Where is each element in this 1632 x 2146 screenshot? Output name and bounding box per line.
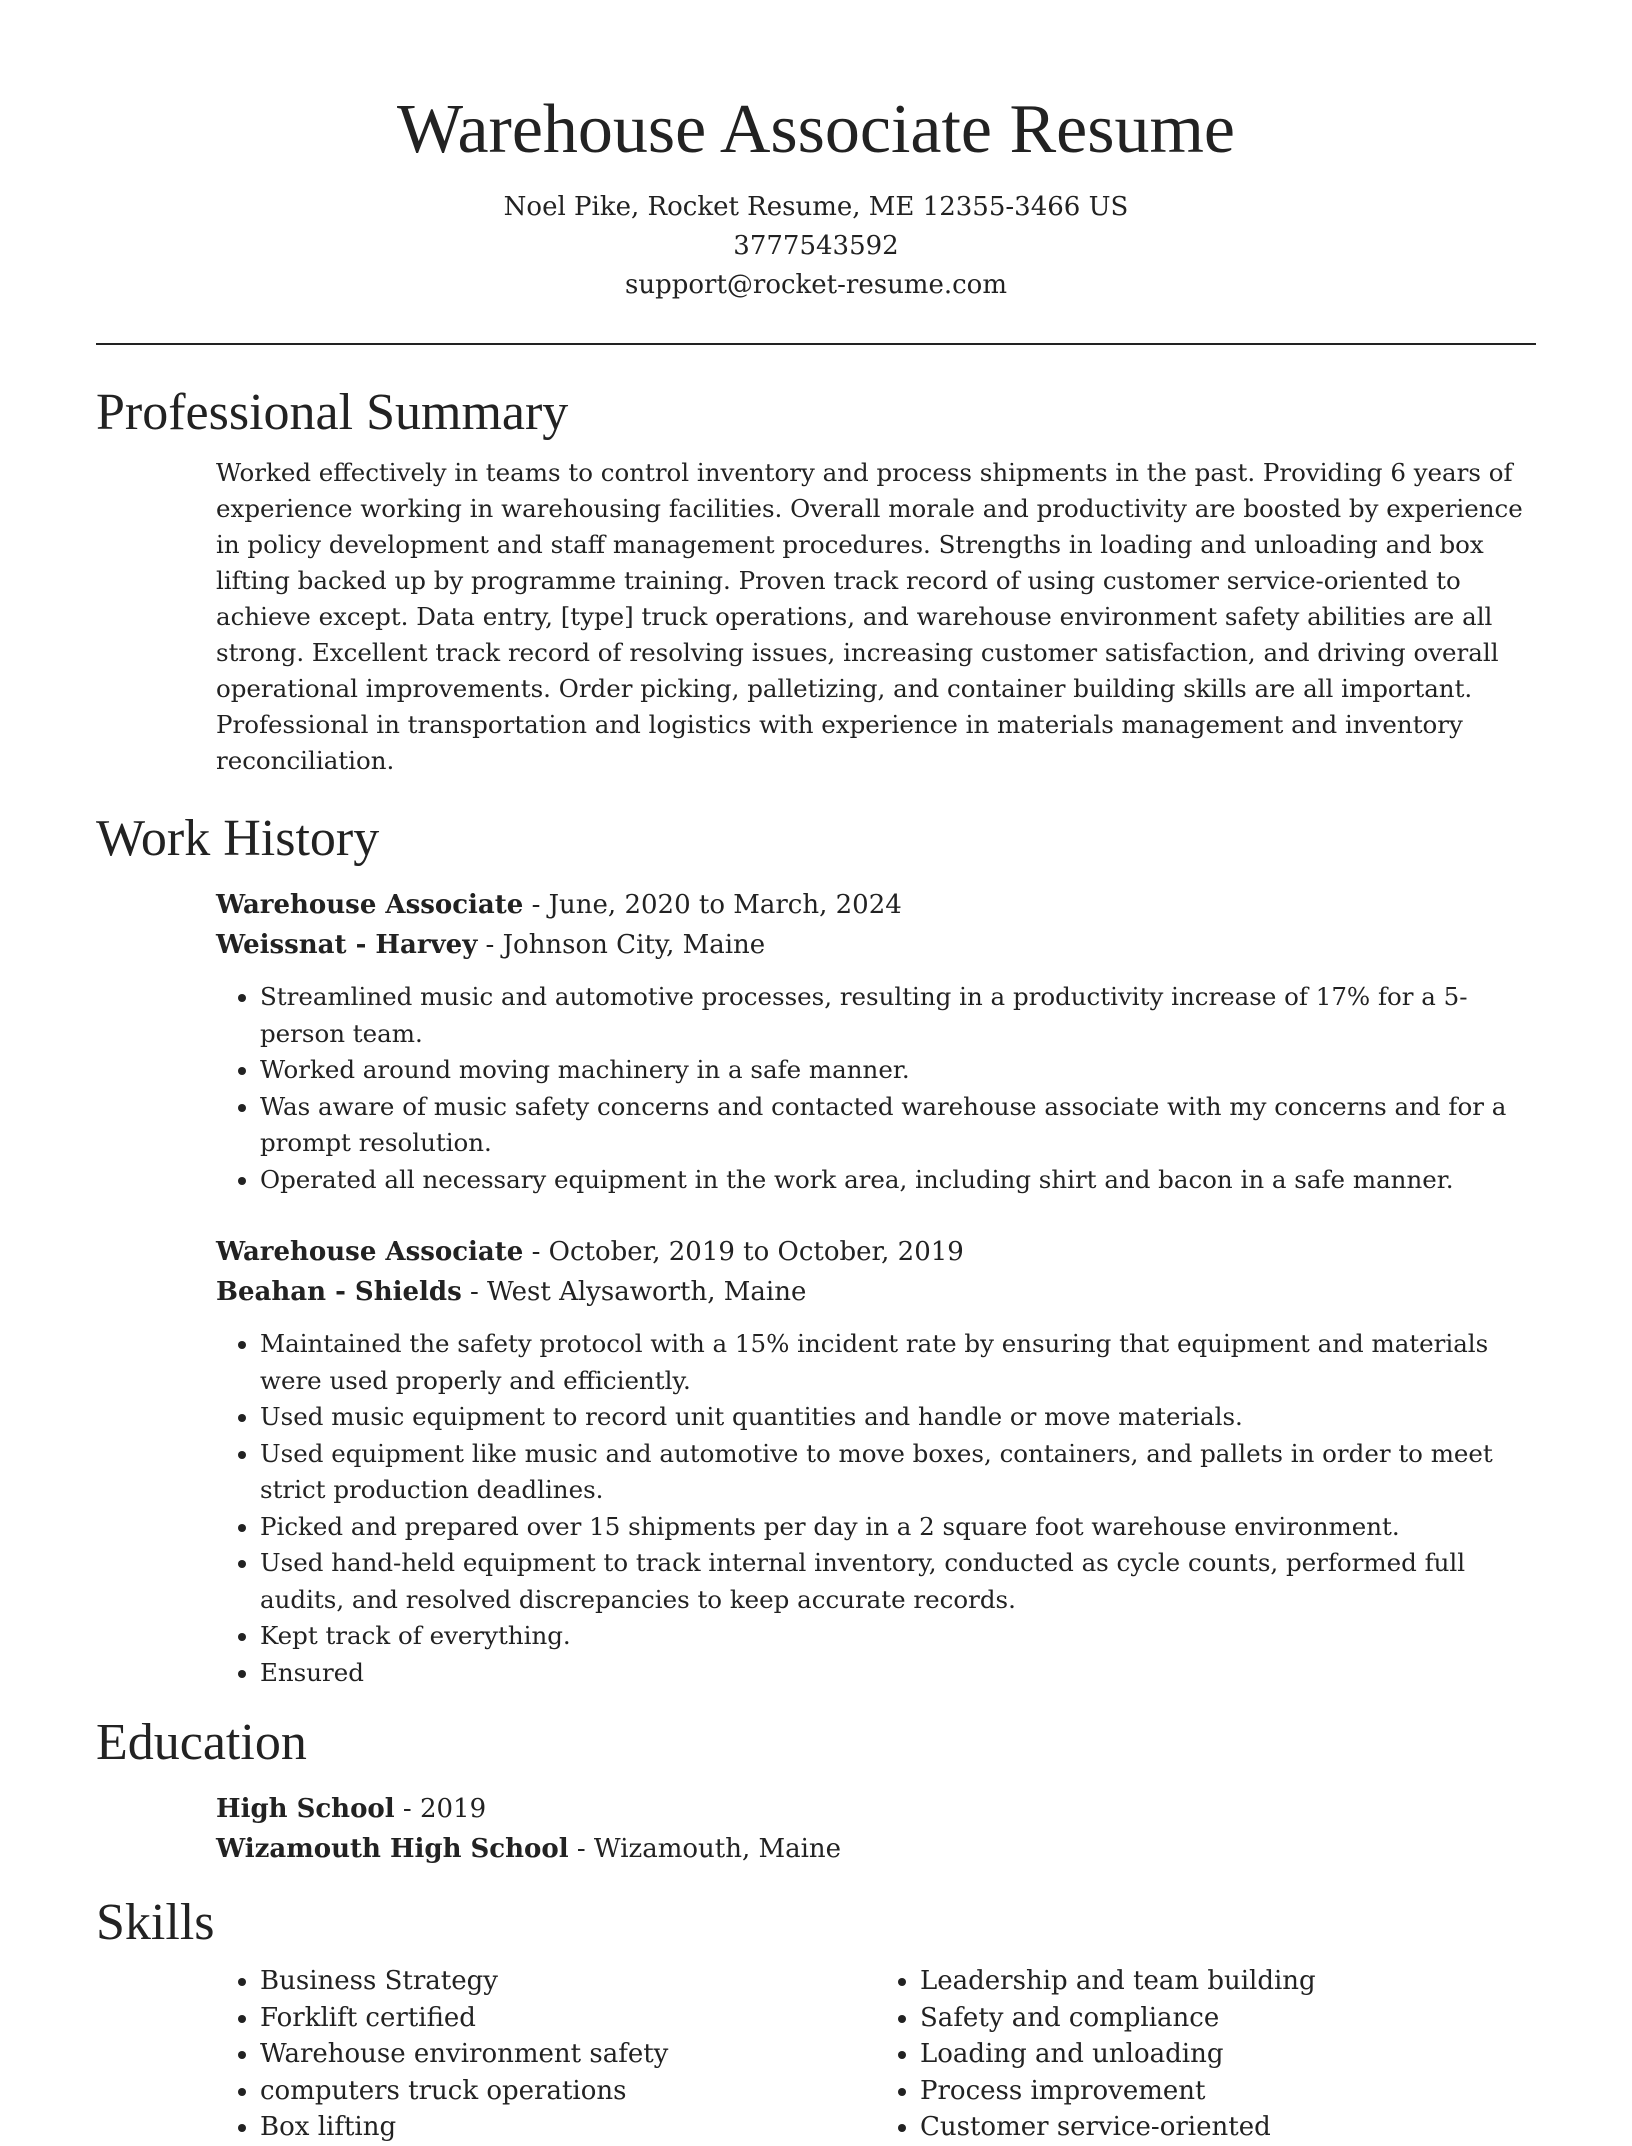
job-dates: - October, 2019 to October, 2019 bbox=[523, 1237, 964, 1267]
work-history bbox=[216, 885, 1536, 1691]
resume-header bbox=[96, 0, 1536, 305]
contact-address: Noel Pike, Rocket Resume, ME 12355-3466 US bbox=[503, 192, 1129, 222]
job-location: - West Alysaworth, Maine bbox=[461, 1277, 807, 1307]
job-bullet: • Maintained the safety protocol with a 15% incident rate by ensuring that equipment and materials were used properly and efficiently. bbox=[260, 1326, 1536, 1399]
job-bullet: • Worked around moving machinery in a safe manner. bbox=[260, 1052, 1536, 1089]
job-dates: - June, 2020 to March, 2024 bbox=[523, 890, 902, 920]
skill-item: • computers truck operations bbox=[260, 2073, 876, 2110]
job-entry bbox=[216, 885, 1536, 1198]
education-degree-line bbox=[216, 1789, 1536, 1829]
job-entry bbox=[216, 1232, 1536, 1691]
job-bullet: • Kept track of everything. bbox=[260, 1618, 1536, 1655]
job-bullet: • Was aware of music safety concerns and contacted warehouse associate with my concerns and for a prompt resolution. bbox=[260, 1089, 1536, 1162]
education-location: - Wizamouth, Maine bbox=[568, 1834, 842, 1864]
skill-item: • Forklift certified bbox=[260, 2000, 876, 2037]
job-title: Warehouse Associate bbox=[216, 1237, 524, 1267]
education-degree: High School bbox=[216, 1794, 395, 1824]
page-title: Warehouse Associate Resume bbox=[396, 91, 1236, 168]
job-company: Weissnat - Harvey bbox=[216, 930, 478, 960]
job-location: - Johnson City, Maine bbox=[477, 930, 766, 960]
work-history-heading: Work History bbox=[96, 810, 380, 867]
job-bullet: • Used music equipment to record unit quantities and handle or move materials. bbox=[260, 1399, 1536, 1436]
job-bullet: • Streamlined music and automotive processes, resulting in a productivity increase of 17% for a 5-person team. bbox=[260, 979, 1536, 1052]
skill-item: • Leadership and team building bbox=[920, 1963, 1536, 2000]
job-title-line bbox=[216, 1232, 1536, 1272]
skills-list-left bbox=[216, 1963, 876, 2146]
skill-item: • Box lifting bbox=[260, 2109, 876, 2146]
summary-heading: Professional Summary bbox=[96, 384, 569, 441]
job-title-line bbox=[216, 885, 1536, 925]
education-school: Wizamouth High School bbox=[216, 1834, 569, 1864]
job-bullets bbox=[216, 979, 1536, 1198]
job-company-line bbox=[216, 1272, 1536, 1312]
job-title: Warehouse Associate bbox=[216, 890, 524, 920]
skills-heading: Skills bbox=[96, 1894, 215, 1951]
contact-email: support@rocket-resume.com bbox=[624, 270, 1007, 300]
job-bullet: • Picked and prepared over 15 shipments per day in a 2 square foot warehouse environment. bbox=[260, 1509, 1536, 1546]
skill-item: • Business Strategy bbox=[260, 1963, 876, 2000]
header-divider bbox=[96, 343, 1536, 345]
job-company-line bbox=[216, 925, 1536, 965]
contact-phone: 3777543592 bbox=[733, 231, 899, 261]
job-company: Beahan - Shields bbox=[216, 1277, 462, 1307]
skill-item: • Process improvement bbox=[920, 2073, 1536, 2110]
education-school-line bbox=[216, 1829, 1536, 1869]
job-bullet: • Used hand-held equipment to track internal inventory, conducted as cycle counts, performed full audits, and resolved discrepancies to keep accurate records. bbox=[260, 1545, 1536, 1618]
education-heading: Education bbox=[96, 1714, 307, 1771]
job-bullet: • Ensured bbox=[260, 1655, 1536, 1692]
education-year: - 2019 bbox=[394, 1794, 487, 1824]
education-entry bbox=[216, 1789, 1536, 1869]
skills-list-right bbox=[876, 1963, 1536, 2146]
skills-grid bbox=[216, 1963, 1536, 2146]
summary-text: Worked effectively in teams to control inventory and process shipments in the past. Providing 6 years of experience working in warehousing facilities. Overall morale and productivity are boosted by experience in policy development and staff management procedures. Strengths in loading and unloading and box lifting backed up by programme training. Proven track record of using customer service-oriented to achieve except. Data entry, [type] truck operations, and warehouse environment safety abilities are all strong. Excellent track record of resolving issues, increasing customer satisfaction, and driving overall operational improvements. Order picking, palletizing, and container building skills are all important. Professional in transportation and logistics with experience in materials management and inventory reconciliation. bbox=[216, 458, 1523, 775]
contact-info bbox=[96, 188, 1536, 305]
skill-item: • Loading and unloading bbox=[920, 2036, 1536, 2073]
skill-item: • Customer service-oriented bbox=[920, 2109, 1536, 2146]
skill-item: • Warehouse environment safety bbox=[260, 2036, 876, 2073]
job-bullet: • Operated all necessary equipment in the work area, including shirt and bacon in a safe manner. bbox=[260, 1162, 1536, 1199]
job-bullet: • Used equipment like music and automotive to move boxes, containers, and pallets in order to meet strict production deadlines. bbox=[260, 1436, 1536, 1509]
skill-item: • Safety and compliance bbox=[920, 2000, 1536, 2037]
job-bullets bbox=[216, 1326, 1536, 1691]
